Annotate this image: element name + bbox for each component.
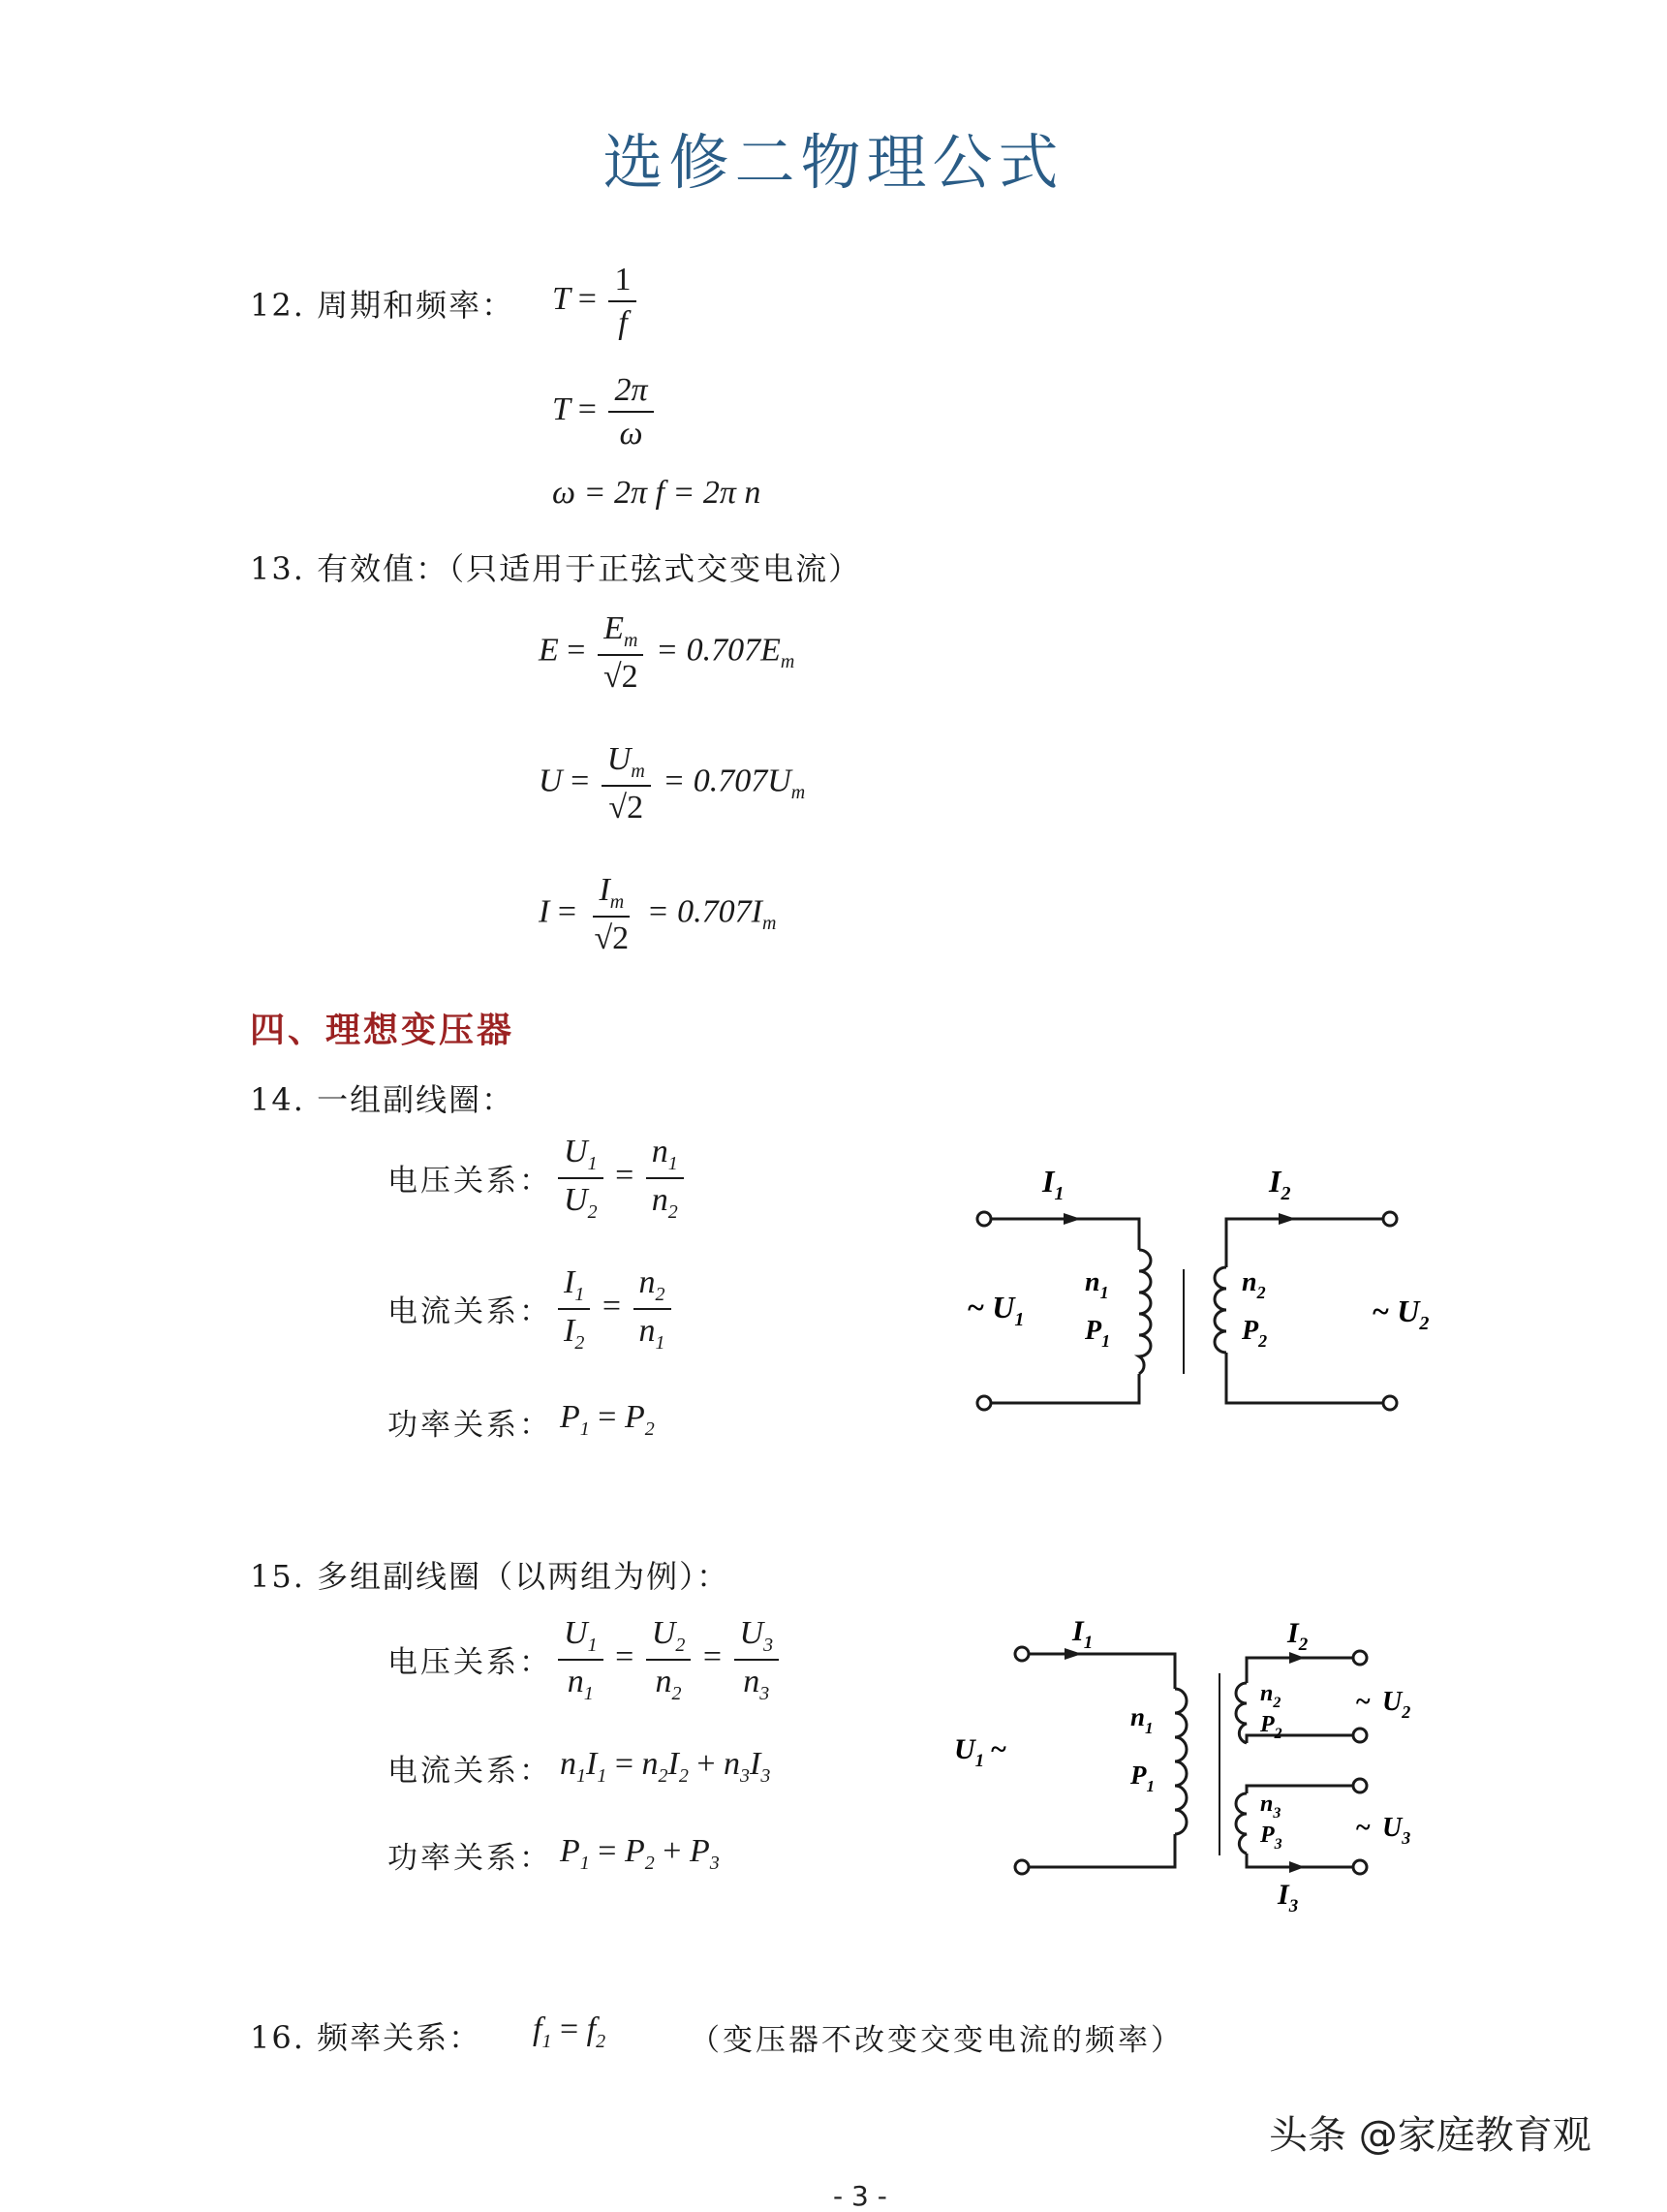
svg-text:I3: $I_3$ <box>1278 1879 1299 1916</box>
svg-text:n3: $n_3$ <box>1260 1791 1281 1822</box>
svg-text:I1: $I_1$ <box>1072 1615 1094 1653</box>
svg-text:P1: $P_1$ <box>1130 1760 1155 1795</box>
formula-period-omega: T = $\frac{2\pi}{\omega}$ <box>552 372 658 452</box>
formula-voltage-ratio-15: $\frac{U_1}{n_1}$ = $\frac{U_2}{n_2}$ = $\frac{U_3}{n_3}$ <box>554 1615 783 1704</box>
watermark: 头条 @家庭教育观 <box>1269 2113 1591 2158</box>
formula-frequency: $f_1 = f_2$ <box>533 2011 606 2052</box>
svg-text:P1: $P_1$ <box>1085 1316 1111 1351</box>
formula-omega: ω = 2π f = 2π n <box>552 475 761 511</box>
power-relation-label-14: 功率关系： <box>387 1408 552 1443</box>
formula-power-14: $P_1 = P_2$ <box>560 1399 655 1440</box>
svg-text:n1: $n_1$ <box>1130 1702 1154 1737</box>
voltage-relation-label-15: 电压关系： <box>387 1645 552 1680</box>
svg-text:n2: $n_2$ <box>1260 1681 1281 1711</box>
transformer-diagram-multi <box>954 1613 1458 1962</box>
svg-text:U1~: $U_1$ ~ <box>954 1733 1007 1771</box>
svg-text:~U2: ~ $U_2$ <box>1355 1687 1411 1722</box>
current-relation-label-15: 电流关系： <box>387 1754 552 1789</box>
page-number: - 3 - <box>833 2180 887 2212</box>
transformer-diagram-single <box>949 1153 1472 1434</box>
formula-effective-emf: E = $\frac{E_m}{√2}$ = $0.707E_m$ <box>539 610 795 695</box>
current-relation-label-14: 电流关系： <box>387 1294 552 1329</box>
svg-text:~ U2: ~ $U_2$ <box>1372 1293 1430 1334</box>
formula-current-15: $n_1I_1 = n_2I_2 + n_3I_3$ <box>560 1746 771 1787</box>
svg-text:n1: $n_1$ <box>1085 1267 1109 1302</box>
svg-text:~ U1: ~ $U_1$ <box>967 1290 1025 1330</box>
formula-effective-voltage: U = $\frac{U_m}{√2}$ = $0.707U_m$ <box>539 741 806 826</box>
item-15-label: 15. 多组副线圈（以两组为例）： <box>250 1558 730 1595</box>
item-13-label: 13. 有效值：（只适用于正弦式交变电流） <box>250 550 862 587</box>
section-heading-ideal-transformer: 四、理想变压器 <box>250 1010 515 1050</box>
svg-text:P3: $P_3$ <box>1260 1823 1282 1853</box>
power-relation-label-15: 功率关系： <box>387 1841 552 1876</box>
svg-text:I1: $I_1$ <box>1042 1164 1065 1204</box>
frequency-note: （变压器不改变交变电流的频率） <box>690 2023 1184 2058</box>
formula-voltage-ratio-14: $\frac{U_1}{U_2}$ = $\frac{n_1}{n_2}$ <box>554 1134 688 1223</box>
svg-text:I2: $I_2$ <box>1287 1617 1309 1655</box>
formula-power-15: $P_1 = P_2 + P_3$ <box>560 1833 720 1874</box>
svg-text:n2: $n_2$ <box>1242 1267 1266 1302</box>
voltage-relation-label-14: 电压关系： <box>387 1164 552 1199</box>
page-title: 选修二物理公式 <box>602 127 1065 198</box>
svg-text:I2: $I_2$ <box>1269 1164 1291 1204</box>
formula-effective-current: I = $\frac{I_m}{√2}$ = $0.707I_m$ <box>539 872 777 956</box>
item-12-label: 12. 周期和频率： <box>250 287 515 324</box>
formula-current-ratio-14: $\frac{I_1}{I_2}$ = $\frac{n_2}{n_1}$ <box>554 1264 675 1354</box>
svg-text:P2: $P_2$ <box>1242 1316 1268 1351</box>
item-16-label: 16. 频率关系： <box>250 2019 482 2056</box>
item-14-label: 14. 一组副线圈： <box>250 1081 515 1118</box>
formula-period-frequency: T = $\frac{1}{f}$ <box>552 262 640 342</box>
svg-text:P2: $P_2$ <box>1260 1712 1282 1742</box>
svg-text:~U3: ~ $U_3$ <box>1355 1813 1411 1848</box>
